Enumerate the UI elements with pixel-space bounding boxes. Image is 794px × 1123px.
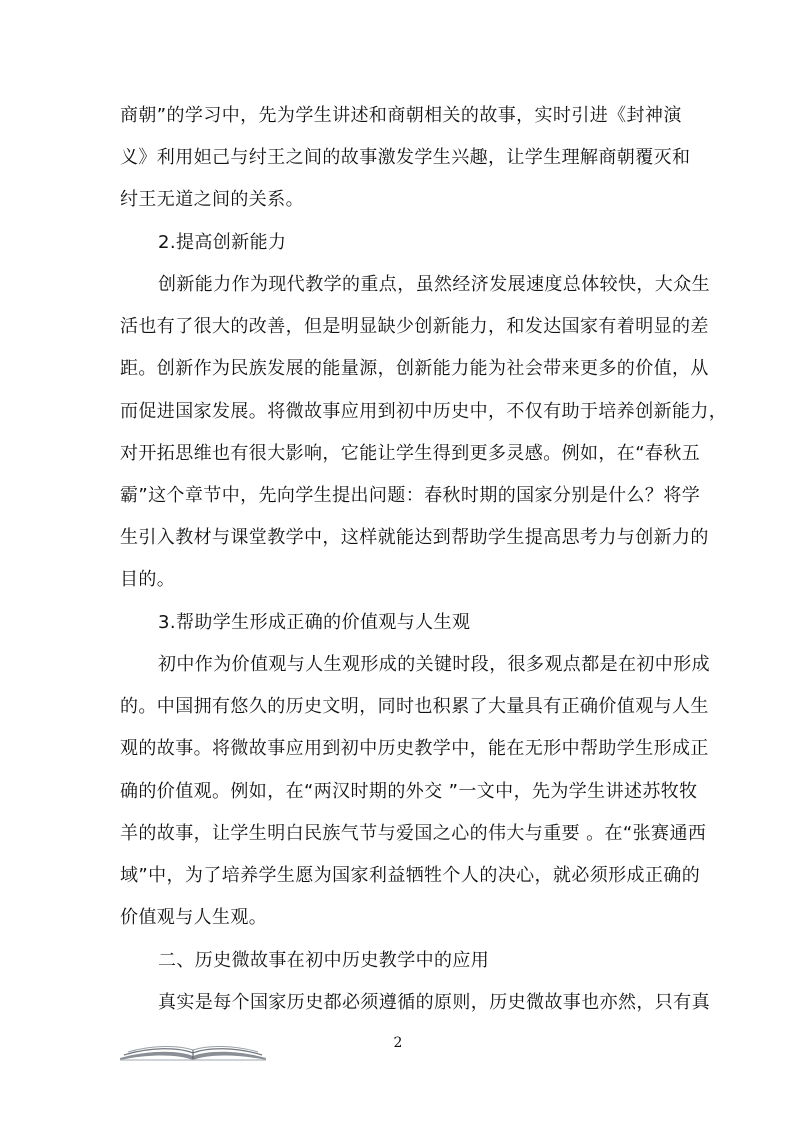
text-line: 确的价值观。例如，在“两汉时期的外交 ”一文中，先为学生讲述苏牧牧 bbox=[120, 781, 698, 802]
text-line: 价值观与人生观。 bbox=[120, 907, 268, 928]
section-heading: 二、历史微故事在初中历史教学中的应用 bbox=[158, 950, 490, 971]
text-line: 真实是每个国家历史都必须遵循的原则，历史微故事也亦然，只有真 bbox=[158, 992, 710, 1013]
text-line: 的。中国拥有悠久的历史文明，同时也积累了大量具有正确价值观与人生 bbox=[120, 696, 709, 717]
text-line: 而促进国家发展。将微故事应用到初中历史中，不仅有助于培养创新能力， bbox=[120, 401, 728, 422]
text-line: 生引入教材与课堂教学中，这样就能达到帮助学生提高思考力与创新力的 bbox=[120, 527, 709, 548]
text-line: 义》利用妲己与纣王之间的故事激发学生兴趣，让学生理解商朝覆灭和 bbox=[120, 147, 691, 168]
section-heading: 3.帮助学生形成正确的价值观与人生观 bbox=[158, 612, 471, 633]
section-heading: 2.提高创新能力 bbox=[158, 232, 287, 253]
text-line: 商朝”的学习中，先为学生讲述和商朝相关的故事，实时引进《封神演 bbox=[120, 105, 682, 126]
text-line: 初中作为价值观与人生观形成的关键时段，很多观点都是在初中形成 bbox=[158, 654, 710, 675]
text-line: 活也有了很大的改善，但是明显缺少创新能力，和发达国家有着明显的差 bbox=[120, 316, 709, 337]
text-line: 观的故事。将微故事应用到初中历史教学中，能在无形中帮助学生形成正 bbox=[120, 738, 709, 759]
text-line: 创新能力作为现代教学的重点，虽然经济发展速度总体较快，大众生 bbox=[158, 274, 710, 295]
text-line: 纣王无道之间的关系。 bbox=[120, 189, 304, 210]
text-line: 羊的故事，让学生明白民族气节与爱国之心的伟大与重要 。在“张赛通西 bbox=[120, 823, 707, 844]
open-book-icon bbox=[118, 1036, 268, 1062]
text-line: 霸”这个章节中，先向学生提出问题：春秋时期的国家分别是什么？将学 bbox=[120, 485, 701, 506]
text-line: 对开拓思维也有很大影响，它能让学生得到更多灵感。例如，在“春秋五 bbox=[120, 443, 701, 464]
page-number: 2 bbox=[393, 1035, 403, 1051]
text-line: 目的。 bbox=[120, 569, 176, 590]
text-line: 距。创新作为民族发展的能量源，创新能力能为社会带来更多的价值，从 bbox=[120, 358, 709, 379]
text-line: 域”中，为了培养学生愿为国家利益牺牲个人的决心，就必须形成正确的 bbox=[120, 865, 701, 886]
